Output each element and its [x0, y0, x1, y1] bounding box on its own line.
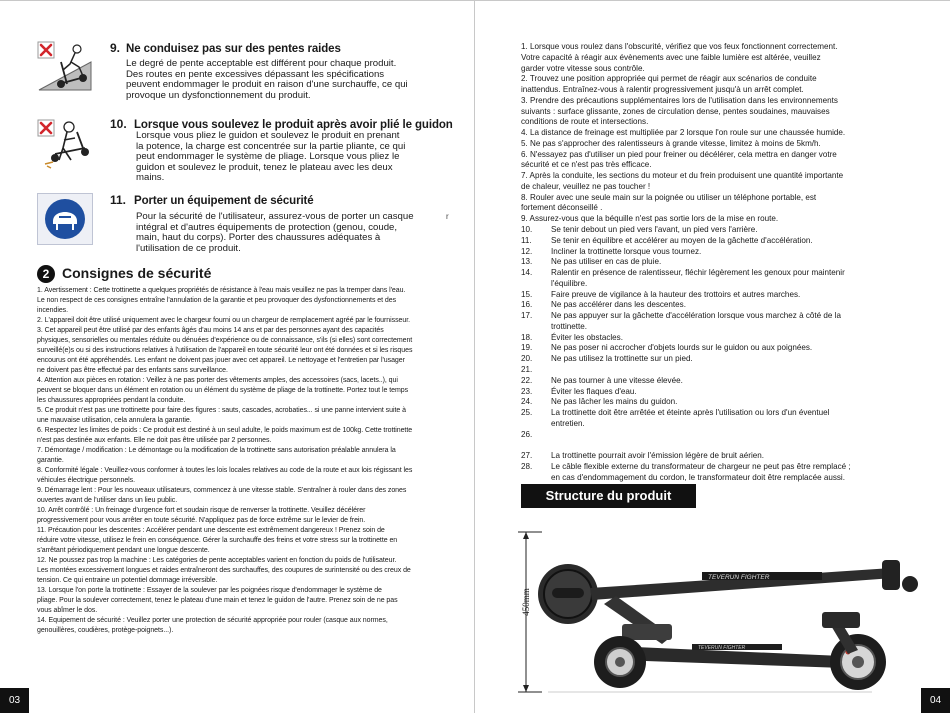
- safety-line: les chaussures appropriées pendant la conduite.: [37, 397, 186, 404]
- list-item: [521, 225, 921, 236]
- list-item: [521, 193, 921, 204]
- list-item-number: 25.: [521, 408, 533, 418]
- list-item-number: 16.: [521, 300, 533, 310]
- safety-line: 13. Lorsque l'on porte la trottinette : Essayer de la soulever par les poignées risque d'endommager le système de: [37, 587, 382, 594]
- list-item-text: 8. Rouler avec une seule main sur la poignée ou utiliser un téléphone portable, est: [521, 192, 817, 202]
- list-item-text: Éviter les obstacles.: [551, 332, 623, 342]
- usage-instructions: [521, 42, 921, 483]
- list-item-text: Votre capacité à réagir aux évènements avec une faible lumière est altérée, veuillez: [521, 52, 821, 62]
- safety-line: 4. Attention aux pièces en rotation : Veillez à ne pas porter des vêtements amples, des accessoires (sacs, lacets..), qui: [37, 377, 398, 384]
- list-item-text: 6. N'essayez pas d'utiliser un pied pour freiner ou décélérer, cela mettra en danger votre: [521, 149, 837, 159]
- list-item-text: sécurité et ce n'est pas très efficace.: [521, 160, 652, 170]
- safety-line: Les montées excessivement longues et raides entraîneront des surchauffes, des coupures de surintensité ou des creux de: [37, 567, 411, 574]
- list-item-number: 13.: [521, 257, 533, 267]
- safety-line: genouillères, coudières, protège-poignets...).: [37, 627, 174, 634]
- safety-line: 8. Conformité légale : Veuillez-vous conformer à toutes les lois locales relatives au code de la route et aux lois régissant les: [37, 467, 413, 474]
- structure-heading: Structure du produit: [545, 488, 672, 503]
- safety-line: 7. Démontage / modification : Le démontage ou la modification de la trottinette sans autorisation préalable annulera la: [37, 447, 396, 454]
- section-number: 10.: [110, 117, 127, 131]
- handlebar-end: [902, 576, 918, 592]
- list-item: [521, 236, 921, 247]
- list-item-text: Éviter les flaques d'eau.: [551, 386, 637, 396]
- list-item-text: 7. Après la conduite, les sections du moteur et du frein produisent une quantité importante: [521, 171, 844, 181]
- list-item: [521, 451, 921, 462]
- safety-line: vous abîmer le dos.: [37, 607, 98, 614]
- list-item-text: Incliner la trottinette lorsque vous tournez.: [551, 246, 702, 256]
- list-item-text: 5. Ne pas s'approcher des ralentisseurs à grande vitesse, limitez à moins de 5km/h.: [521, 138, 821, 148]
- safety-instructions: [37, 286, 443, 636]
- list-item: [521, 408, 921, 419]
- list-item: [521, 279, 921, 290]
- list-item: [521, 430, 921, 441]
- safety-line: progressivement pour vous arrêter en toute sécurité. N'appliquez pas de force extrême sur le levier de frein.: [37, 517, 366, 524]
- list-item-text: Faire preuve de vigilance à la hauteur des trottoirs et autres marches.: [551, 289, 801, 299]
- list-item: [521, 462, 921, 473]
- list-item-number: 20.: [521, 354, 533, 364]
- list-item: [521, 171, 921, 182]
- rear-hub: [615, 657, 625, 667]
- handlebar-grip: [882, 560, 900, 590]
- safety-line: tension. Ce qui entraine un potentiel dommage irréversible.: [37, 577, 218, 584]
- list-item: [521, 160, 921, 171]
- list-item-text: en cas d'endommagement du cordon, le transformateur doit être remplacée aussi.: [551, 472, 845, 482]
- list-item: [521, 150, 921, 161]
- list-item-text: garder votre vitesse sous contrôle.: [521, 63, 645, 73]
- section-number: 11.: [110, 193, 127, 207]
- list-item-text: Le câble flexible externe du transformateur de chargeur ne peut pas être remplacé ;: [551, 461, 851, 471]
- page-divider: [474, 0, 475, 713]
- list-item: [521, 376, 921, 387]
- section-badge: 2: [37, 265, 55, 283]
- list-item-number: 15.: [521, 289, 533, 299]
- list-item-number: 24.: [521, 397, 533, 407]
- section-number: 9.: [110, 41, 121, 55]
- list-item-text: Ne pas tourner à une vitesse élevée.: [551, 375, 683, 385]
- safety-line: n'est pas destinée aux enfants. Elle ne doit pas être utilisée par 2 personnes.: [37, 437, 272, 444]
- list-item: [521, 42, 921, 53]
- list-item: [521, 53, 921, 64]
- list-item: [521, 354, 921, 365]
- list-item: [521, 311, 921, 322]
- section-title: Lorsque vous soulevez le produit après avoir plié le guidon: [134, 119, 453, 131]
- list-item: [521, 182, 921, 193]
- height-dimension-label: 450mm: [520, 588, 531, 616]
- list-item-text: Se tenir debout un pied vers l'avant, un pied vers l'arrière.: [551, 225, 758, 235]
- list-item: [521, 322, 921, 333]
- steep-slope-prohibited-icon: [37, 40, 93, 92]
- safety-line: incendies.: [37, 307, 69, 314]
- list-item: [521, 257, 921, 268]
- safety-line: 2. L'appareil doit être utilisé uniquement avec le chargeur fourni ou un chargeur de remplacement agréé par le fournisseur.: [37, 317, 411, 324]
- page-number-right: 04: [921, 688, 950, 713]
- list-item-number: 23.: [521, 386, 533, 396]
- safety-line: 1. Avertissement : Cette trottinette a quelques propriétés de résistance à l'eau mais veuillez ne pas la tremper dans l'eau.: [37, 287, 406, 294]
- safety-line: 5. Ce produit n'est pas une trottinette pour faire des figures : sauts, cascades, acrobaties... si une panne intervient suite à: [37, 407, 406, 414]
- safety-line: encourus ont été appréhendés. Les enfant ne doivent pas jouer avec cet appareil. Le nettoyage et l'entretien par l'usager: [37, 357, 405, 364]
- list-item: [521, 268, 921, 279]
- list-item-text: Ralentir en présence de ralentisseur, fléchir légèrement les genoux pour maintenir: [551, 268, 845, 278]
- list-item-text: 2. Trouvez une position appropriée qui permet de réagir aux scénarios de conduite: [521, 74, 817, 84]
- safety-line: ne doivent pas être effectué par des enfants sans surveillance.: [37, 367, 228, 374]
- safety-line: 3. Cet appareil peut être utilisé par des enfants âgés d'au moins 14 ans et par des personnes ayant des capacités: [37, 327, 384, 334]
- list-item: [521, 387, 921, 398]
- safety-line: surveillé(e)s ou si des instructions relatives à l'utilisation de l'appareil en toute sécurité leur ont été données et si les risques: [37, 347, 413, 354]
- list-item: [521, 107, 921, 118]
- list-item: [521, 139, 921, 150]
- safety-line: 6. Respectez les limites de poids : Ce produit est destiné à un seul adulte, le poids maximum est de 100kg. Cette trottinette: [37, 427, 413, 434]
- safety-line: 12. Ne poussez pas trop la machine : Les catégories de pente acceptables varient en fonction du poids de l'utilisateur.: [37, 557, 397, 564]
- list-item: [521, 203, 921, 214]
- list-item: [521, 365, 921, 376]
- list-item-text: 1. Lorsque vous roulez dans l'obscurité, vérifiez que vos feux fonctionnent correctement.: [521, 42, 838, 51]
- list-item: [521, 96, 921, 107]
- list-item: [521, 214, 921, 225]
- list-item-text: La trottinette pourrait avoir l'émission légère de bruit aérien.: [551, 451, 764, 461]
- list-item-text: entretien.: [551, 418, 585, 428]
- list-item-text: 3. Prendre des précautions supplémentaires lors de l'utilisation dans les environnements: [521, 95, 838, 105]
- helmet-required-icon: [37, 193, 93, 245]
- section-title: Porter un équipement de sécurité: [134, 195, 314, 207]
- list-item-text: inattendus. Entraînez-vous à ralentir progressivement jusqu'à un arrêt complet.: [521, 85, 804, 95]
- list-item: [521, 343, 921, 354]
- list-item-number: 10.: [521, 225, 533, 235]
- stem-brand-text: TEVERUN FIGHTER: [708, 574, 770, 581]
- deck-brand-text: TEVERUN FIGHTER: [698, 645, 746, 651]
- safety-line: 11. Précaution pour les descentes : Accélérer pendant une descente est extrêmement dangereux ! Prenez soin de: [37, 527, 385, 534]
- list-item-text: Ne pas utiliser en cas de pluie.: [551, 257, 662, 267]
- list-item: [521, 247, 921, 258]
- list-item-text: l'équilibre.: [551, 278, 588, 288]
- section-body: Lorsque vous pliez le guidon et soulevez le produit en prenant la potence, la charge est concentrée sur la partie pliante, ce qui peut endommager le système de pliage. Lorsque vous pliez le guidon et soulevez le produit, tenez le plateau avec les deux mains.: [136, 130, 406, 184]
- list-item: [521, 117, 921, 128]
- lifting-folded-prohibited-icon: [37, 118, 93, 170]
- list-item: [521, 85, 921, 96]
- list-item: [521, 300, 921, 311]
- list-item-number: 12.: [521, 246, 533, 256]
- safety-line: ouvertes avant de l'utiliser dans un lieu public.: [37, 497, 178, 504]
- rear-light: [552, 588, 584, 598]
- list-item: [521, 128, 921, 139]
- list-item: [521, 419, 921, 430]
- list-item-number: 21.: [521, 364, 533, 374]
- section-body: Le degré de pente acceptable est différent pour chaque produit. Des routes en pente excessives dépassant les spécifications peuvent endommager le produit en raison d'une surchauffe, ce qui provoque un dysfonctionnement du produit.: [126, 58, 408, 101]
- list-item-number: 26.: [521, 429, 533, 439]
- list-item-text: Ne pas utilisez la trottinette sur un pied.: [551, 354, 693, 364]
- list-item-text: Ne pas accélérer dans les descentes.: [551, 300, 686, 310]
- list-item-number: 28.: [521, 461, 533, 471]
- safety-line: s'arrêtant périodiquement pendant une longue descente.: [37, 547, 210, 554]
- safety-line: pliage. Pour la soulever correctement, tenez le plateau d'une main et tenez le guidon de l'autre. Prenez soin de ne pas: [37, 597, 398, 604]
- front-hub: [852, 656, 864, 668]
- list-item-text: trottinette.: [551, 321, 587, 331]
- list-item-text: Se tenir en équilibre et accélérer au moyen de la gâchette d'accélération.: [551, 235, 813, 245]
- structure-heading-bar: [521, 484, 696, 508]
- list-item: [521, 74, 921, 85]
- scooter-illustration: [512, 524, 932, 704]
- safety-line: physiques, sensorielles ou mentales réduite ou dénuées d'expérience ou de connaissance, s'ils (si elles) sont correctement: [37, 337, 413, 344]
- safety-line: 9. Démarrage lent : Pour les nouveaux utilisateurs, commencez à une vitesse stable. S'entraîner à rouler dans des zones: [37, 487, 407, 494]
- stray-character: r: [446, 212, 449, 221]
- list-item: [521, 397, 921, 408]
- page-number-left: 03: [0, 688, 29, 713]
- list-item-number: 22.: [521, 375, 533, 385]
- list-item-text: Ne pas lâcher les mains du guidon.: [551, 397, 678, 407]
- list-item-text: La trottinette doit être arrêtée et éteinte après l'utilisation ou lors d'un éventuel: [551, 408, 830, 418]
- list-item-number: 14.: [521, 268, 533, 278]
- list-item-text: Ne pas appuyer sur la gâchette d'accélération lorsque vous marchez à côté de la: [551, 311, 841, 321]
- section-body: Pour la sécurité de l'utilisateur, assurez-vous de porter un casque intégral et d'autres équipements de protection (genou, coude, main, haut du corps). Porter des chaussures adéquates à l'utilisation de ce produit.: [136, 211, 414, 254]
- section-title: Ne conduisez pas sur des pentes raides: [126, 43, 341, 55]
- list-item: [521, 290, 921, 301]
- list-item-text: 9. Assurez-vous que la béquille n'est pas sortie lors de la mise en route.: [521, 214, 779, 224]
- list-item: [521, 333, 921, 344]
- list-item-number: 27.: [521, 451, 533, 461]
- rear-shock: [622, 624, 672, 640]
- safety-line: garantie.: [37, 457, 64, 464]
- list-item-number: 17.: [521, 311, 533, 321]
- list-item-text: 4. La distance de freinage est multipliée par 2 lorsque l'on roule sur une chaussée humide.: [521, 128, 846, 138]
- list-item-number: 19.: [521, 343, 533, 353]
- safety-heading: Consignes de sécurité: [62, 265, 212, 281]
- list-item-number: 18.: [521, 332, 533, 342]
- safety-line: peuvent se bloquer dans un élément en rotation ou un élément du système de pliage de la trottinette. Portez tout le temps: [37, 387, 409, 394]
- list-item-text: fortement déconseillé .: [521, 203, 603, 213]
- dimension-arrow-top: [523, 532, 529, 539]
- list-item: [521, 473, 921, 484]
- safety-line: 10. Arrêt contrôlé : Un freinage d'urgence fort et soudain risque de renverser la trottinette. Veuillez décélérer: [37, 507, 366, 514]
- safety-line: 14. Equipement de sécurité : Veuillez porter une protection de sécurité appropriée pour rouler (casque aux normes,: [37, 617, 388, 624]
- list-item-text: conditions de route et intersections.: [521, 117, 649, 127]
- list-item: [521, 64, 921, 75]
- safety-line: réduire votre vitesse, utilisez le frein en conséquence. Gérer la surchauffe des freins et votre stress sur la trottinette en: [37, 537, 398, 544]
- list-item-text: Ne pas poser ni accrocher d'objets lourds sur le guidon ou aux poignées.: [551, 343, 813, 353]
- list-item-text: suivants : surface glissante, zones de circulation dense, pentes soudaines, mauvaises: [521, 106, 830, 116]
- safety-line: Le non respect de ces consignes entraîne l'annulation de la garantie et peu provoquer des dysfonctionnements et des: [37, 297, 397, 304]
- page-top-border: [0, 0, 950, 1]
- front-swingarm: [822, 612, 860, 628]
- list-item-text: de chaleur, veuillez ne pas toucher !: [521, 181, 651, 191]
- list-item: [521, 440, 921, 451]
- dimension-arrow-bottom: [523, 685, 529, 692]
- safety-line: une mauvaise utilisation, cela annulera la garantie.: [37, 417, 192, 424]
- list-item-number: 11.: [521, 235, 532, 245]
- safety-line: véhicules électrique personnels.: [37, 477, 136, 484]
